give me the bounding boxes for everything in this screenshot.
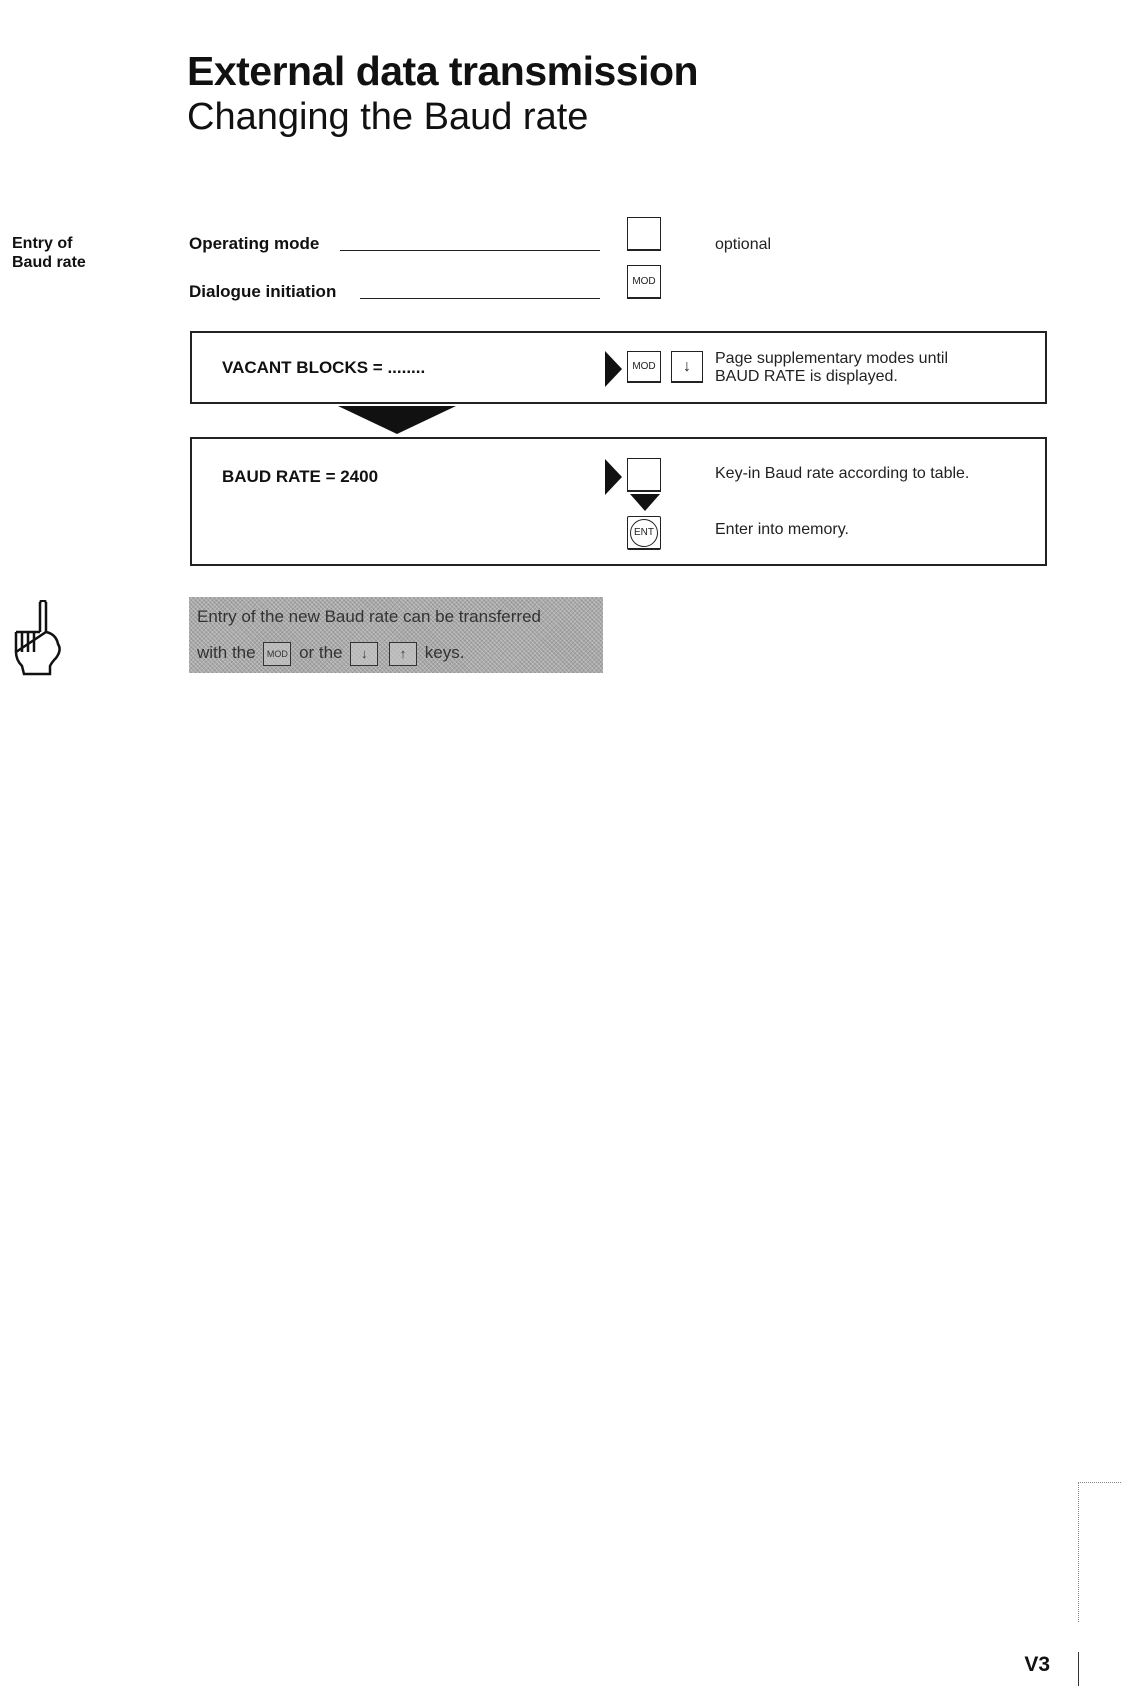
hint-text-pre: with the bbox=[197, 643, 256, 662]
hint-down-key: ↓ bbox=[350, 642, 378, 666]
hint-mod-key: MOD bbox=[263, 642, 291, 666]
arrow-down-small-icon bbox=[628, 494, 662, 514]
tab-marker-bottom bbox=[1078, 1652, 1079, 1686]
dialogue-initiation-label: Dialogue initiation bbox=[189, 282, 337, 301]
hint-text-mid: or the bbox=[299, 643, 343, 662]
key-in-note: Key-in Baud rate according to table. bbox=[715, 465, 970, 482]
pointing-hand-icon bbox=[10, 600, 70, 680]
ent-key-label: ENT bbox=[630, 519, 658, 547]
box1-note bbox=[715, 350, 948, 386]
arrow-right-icon bbox=[605, 351, 622, 387]
side-label bbox=[12, 234, 86, 272]
baud-rate-box bbox=[190, 437, 1047, 566]
numeric-entry-key[interactable] bbox=[627, 458, 661, 492]
mod-key[interactable]: MOD bbox=[627, 265, 661, 299]
vacant-blocks-label: VACANT BLOCKS = ........ bbox=[222, 358, 426, 377]
arrow-right-icon-2 bbox=[605, 459, 622, 495]
flow-down-arrow-icon bbox=[338, 406, 458, 436]
hint-line2 bbox=[197, 635, 595, 671]
hint-text-post: keys. bbox=[424, 643, 465, 662]
side-label-line2: Baud rate bbox=[12, 254, 86, 271]
tab-marker-top bbox=[1078, 1482, 1121, 1483]
box1-note-line2: BAUD RATE is displayed. bbox=[715, 368, 898, 385]
page-subtitle: Changing the Baud rate bbox=[187, 96, 589, 138]
mod-key-box1[interactable]: MOD bbox=[627, 351, 661, 383]
hint-line1: Entry of the new Baud rate can be transferred bbox=[197, 607, 541, 626]
page-title: External data transmission bbox=[187, 48, 699, 94]
operating-mode-leader bbox=[340, 250, 600, 251]
box1-note-line1: Page supplementary modes until bbox=[715, 350, 949, 367]
dialogue-initiation-leader bbox=[360, 298, 600, 299]
tab-marker-side bbox=[1078, 1482, 1079, 1622]
operating-mode-key[interactable] bbox=[627, 217, 661, 251]
page-number: V3 bbox=[1024, 1653, 1050, 1676]
baud-rate-label: BAUD RATE = 2400 bbox=[222, 467, 379, 486]
optional-note: optional bbox=[715, 236, 772, 253]
enter-memory-note: Enter into memory. bbox=[715, 521, 849, 538]
vacant-blocks-box bbox=[190, 331, 1047, 404]
side-label-line1: Entry of bbox=[12, 235, 73, 252]
hint-note bbox=[189, 597, 603, 673]
operating-mode-label: Operating mode bbox=[189, 234, 320, 253]
hint-up-key: ↑ bbox=[389, 642, 417, 666]
ent-key[interactable] bbox=[627, 516, 661, 550]
arrow-down-key[interactable]: ↓ bbox=[671, 351, 703, 383]
